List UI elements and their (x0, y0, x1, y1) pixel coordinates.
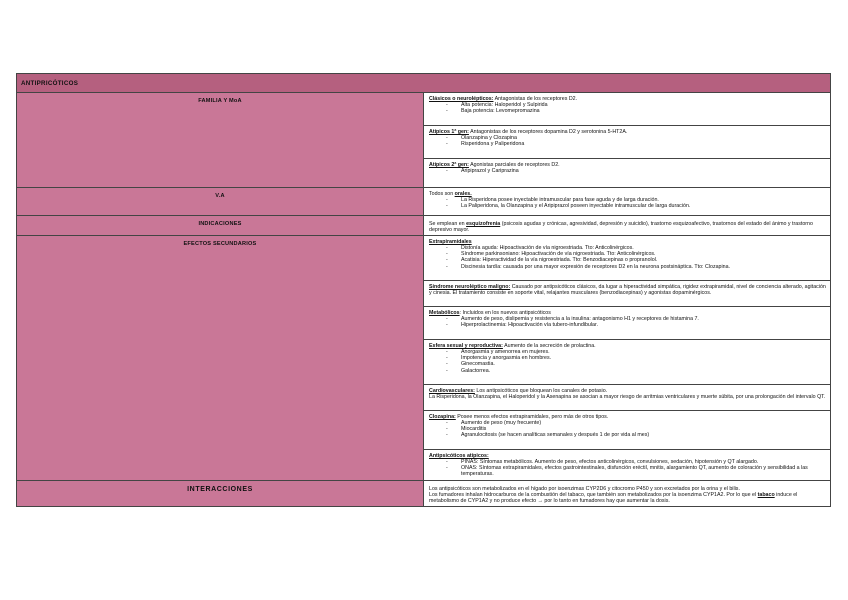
text-cardiovasculares-2: La Risperidona, la Olanzapina, el Haloperidol y la Asenapina se asocian a mayor riesgo de arritmias ventriculares y muerte súbita, por una prolongación del intervalo QT. (429, 394, 826, 401)
list-item: - ONAS: Síntomas extrapiramidales, efectos gastrointestinales, disfunción eréctil, mnitis, alargamiento QT, aumento de coloración y sensibilidad a las temperaturas. (446, 465, 826, 477)
list-item: - Aripiprazol y Cariprazina (446, 168, 826, 174)
list-esfera (429, 349, 826, 373)
label-va (17, 188, 424, 216)
heading-esfera: Esfera sexual y reproductiva: (429, 343, 503, 350)
heading-clasicos: Clásicos o neurolépticos: (429, 96, 494, 102)
text-metabolicos: : Incluidos en los nuevos antipsicóticos (459, 310, 551, 317)
va-lead-underlined: orales. (454, 191, 472, 197)
section-atipicos-2 (424, 159, 830, 183)
interacciones-line-2-post: induce el metabolismo de CYP1A2 y no produce efecto → por lo tanto en fumadores hay que aumentar la dosis. (429, 492, 798, 505)
section-sindrome (424, 281, 830, 307)
table-header (17, 74, 831, 93)
row-indicaciones (17, 216, 831, 236)
label-familia-text: FAMILIA Y MoA (198, 98, 242, 104)
section-clozapina (424, 411, 830, 450)
indicaciones-pre: Se emplean en (429, 221, 467, 227)
label-efectos-text: EFECTOS SECUNDARIOS (183, 241, 257, 248)
section-esfera-sexual (424, 340, 830, 385)
section-extrapiramidales (424, 236, 830, 281)
list-clasicos (429, 102, 826, 114)
list-item: - Galactorrea. (446, 368, 826, 374)
heading-clozapina: Clozapina: (429, 414, 456, 421)
heading-extrapiramidales: Extrapiramidales (429, 239, 472, 246)
text-sindrome: Causado por antipsicóticos clásicos, da lugar a hiperactividad simpática, rigidez extrapiramidal, nivel de conciencia alterado, agitación y cinesia. El tratamiento consiste en soporte vital, relajantes musculares (benzodiacepinas) y agonistas dopaminérgicos. (429, 284, 826, 297)
list-va (429, 197, 826, 209)
section-metabolicos (424, 307, 830, 340)
list-extrapiramidales (429, 245, 826, 269)
content-familia (424, 93, 831, 188)
text-clozapina: Posee menos efectos extrapiramidales, pero más de otros tipos. (455, 414, 609, 421)
interacciones-tabaco: tabaco (757, 492, 775, 499)
list-item: - Distonía aguda: Hipoactivación de vía nigroestriada. Tto: Anticolinérgicos. (446, 245, 826, 251)
indicaciones-post: (psicosis agudas y crónicas, agresividad, depresión y suicidio), trastorno esquizoafectivo, trastornos del estado del ánimo y trastorno depresivo mayor. (429, 221, 813, 234)
list-atipicos (429, 459, 826, 477)
content-indicaciones (424, 216, 831, 236)
row-interacciones (17, 481, 831, 507)
list-item: - Aumento de peso, dislipemia y resistencia a la insulina: antagonismo H1 y receptores de histamina 7. (446, 316, 826, 322)
label-interacciones (17, 481, 424, 507)
list-clozapina (429, 420, 826, 438)
row-familia (17, 93, 831, 188)
label-efectos (17, 236, 424, 481)
label-va-text: V.A (215, 193, 225, 199)
interacciones-line-1: Los antipsicóticos son metabolizados en el hígado por isoenzimas CYP2D6 y citocromo P450 y son excretados por la orina y el bilis. (429, 486, 740, 493)
section-atipicos (424, 450, 830, 480)
text-esfera: Aumento de la secreción de prolactina. (502, 343, 596, 350)
list-atipicos-2 (429, 168, 826, 174)
list-item: - Acatisia: Hiperactividad de la vía nigroestriada. Tto: Benzodiacepinas o propranolol. (446, 257, 826, 263)
list-item: - La Risperidona posee inyectable intramuscular para fase aguda y de larga duración. (446, 197, 826, 203)
label-familia (17, 93, 424, 188)
list-item: - Ginecomastia. (446, 361, 826, 367)
row-va (17, 188, 831, 216)
list-item: - Miocarditis (446, 426, 826, 432)
label-interacciones-text: INTERACCIONES (187, 486, 253, 494)
heading-atipicos-2: Atípicos 2ª gen: (429, 162, 469, 168)
heading-atipicos-1: Atípicos 1ª gen: (429, 129, 469, 135)
list-item: - Anorgasmia y amenorrea en mujeres. (446, 349, 826, 355)
table-title: ANTIPRICÓTICOS (21, 80, 79, 87)
heading-metabolicos: Metabólicos (429, 310, 460, 317)
drug-summary-sheet (16, 73, 831, 507)
va-lead: Todos son (429, 191, 455, 197)
list-metabolicos (429, 316, 826, 328)
list-item: - Risperidona y Paliperidona (446, 141, 826, 147)
list-item: - Hiperprolactinemia: Hipoactivación vía tubero-infundibular. (446, 322, 826, 328)
list-atipicos-1 (429, 135, 826, 147)
list-item: - Impotencia y anorgasmia en hombres. (446, 355, 826, 361)
list-item: - Síndrome parkinsoniano: Hipoactivación de vía nigroestriada. Tto: Anticolinérgicos. (446, 251, 826, 257)
interacciones-line-2-pre: Los fumadores inhalan hidrocarburos de la combustión del tabaco, que también son metabolizados por la isoenzima CYP1A2. Por lo que el (429, 492, 758, 499)
text-atipicos-1: Antagonistas de los receptores dopamina D2 y serotonina 5-HT2A. (468, 129, 628, 135)
list-item: - La Paliperidona, la Olanzapina y el Aripiprazol poseen inyectable intramuscular de larga duración. (446, 203, 826, 209)
list-item: - Discinesia tardía: causada por una mayor expresión de receptores D2 en la neurona postsináptica. Tto: Clozapina. (446, 264, 826, 270)
list-item: - Aumento de peso (muy frecuente) (446, 420, 826, 426)
section-atipicos-1 (424, 126, 830, 159)
list-item: - Agranulocitosis (se hacen analíticas semanales y después 1 de por vida al mes) (446, 432, 826, 438)
list-item: - Olanzapina y Clozapina (446, 135, 826, 141)
content-efectos (424, 236, 831, 481)
indicaciones-underlined: esquizofrenia (466, 221, 501, 227)
row-efectos (17, 236, 831, 481)
content-va (424, 188, 831, 216)
label-indicaciones (17, 216, 424, 236)
list-item: - Alta potencia: Haloperidol y Sulpirida (446, 102, 826, 108)
heading-sindrome: Síndrome neuroléptico maligno: (429, 284, 511, 291)
text-atipicos-2: Agonistas parciales de receptores D2. (468, 162, 560, 168)
list-item: - Baja potencia: Levomepromazina (446, 108, 826, 114)
antipsychotics-table (16, 73, 831, 507)
heading-cardiovasculares: Cardiovasculares: (429, 388, 475, 395)
section-cardiovasculares (424, 385, 830, 411)
heading-atipicos: Antipsicóticos atípicos: (429, 453, 489, 460)
text-clasicos: Antagonistas de los receptores D2. (493, 96, 578, 102)
list-item: - PINAS: Síntomas metabólicos. Aumento de peso, efectos anticolinérgicos, convulsiones, sedación, hipotensión y QT alargado. (446, 459, 826, 465)
text-cardiovasculares: Los antipsicóticos que bloquean los canales de potasio. (474, 388, 608, 395)
content-interacciones (424, 481, 831, 507)
label-indicaciones-text: INDICACIONES (198, 221, 242, 227)
section-clasicos (424, 93, 830, 126)
